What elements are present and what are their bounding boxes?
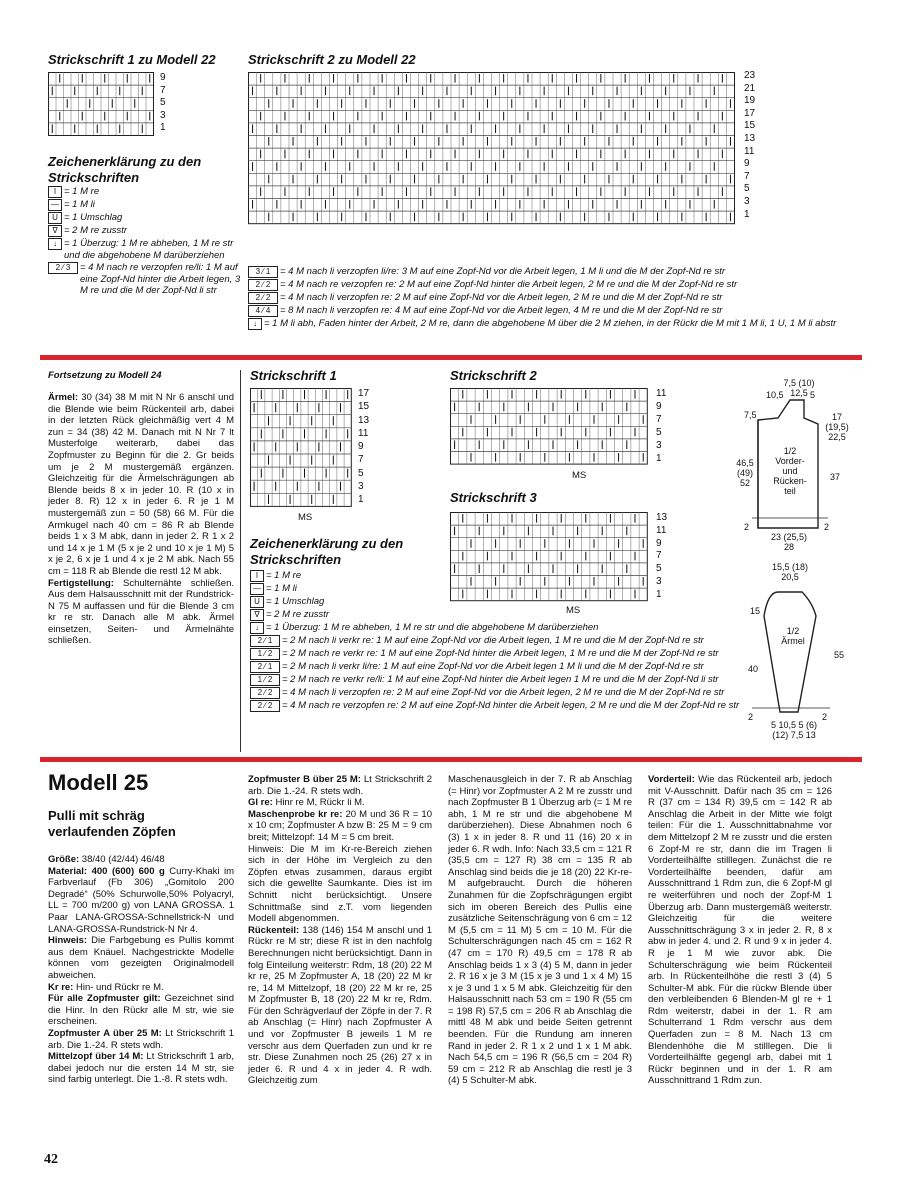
schem2-left2: 40 <box>748 664 759 674</box>
s2-title: Strickschrift 2 <box>450 368 537 383</box>
row-number: 5 <box>656 563 662 575</box>
legend-item <box>250 700 746 712</box>
stitch-symbol-icon: 2 ⁄ 2 <box>250 700 280 712</box>
row-number: 1 <box>656 453 662 464</box>
row-number: 1 <box>744 208 750 220</box>
stitch-symbol-icon: ↓ <box>248 318 262 330</box>
schem1-height: 46,5 (49) 52 <box>736 458 754 488</box>
legend-text: = 2 M re zusstr <box>64 225 128 236</box>
legend-text: = 1 Überzug: 1 M re abheben, 1 M re str und die abgehobene M darüberziehen <box>64 238 234 261</box>
paragraph-text: Maschenausgleich in der 7. R ab Anschlag (= Hinr) vor Zopfmuster A 2 M re zusstr und nach Zopfmuster B 1 Überzug arb (= 1 M re abh, 1 M re str und die abgehobene M darüberziehen). Diese Abnahmen noch 6 (3) 1 x in jeder 8. R und 11 (16) 20 x in jeder 6. R wdh. Info: Nach 33,5 cm = 121 R (35,5 cm = 127 R) 38 cm = 135 R ab Anschlag sind beids die je 18 (20) 22 Kr-re-M aufgebraucht. Durch die höheren Zunahmen für die Zopfschrägungen ergibt sich im oberen Bereich des Pullis eine zusätzliche Seitenschrägung von 6 cm = 12 M (5,5 cm = 11 M) 5 cm = 10 M. Für die Schulterschrägungen nach 45 cm = 162 R (47 cm = 170 R) 49,5 cm = 178 R ab Anschlag beids 1 x 3 (4) 5 M, dann in jeder 2. R 16 x je 3 M (15 x je 3 und 1 x 4 M) 15 x je 3 und 1 x 5 M abk. Gleichzeitig für den Halsausschnitt nach 53 cm = 190 R (55 cm = 198 R) 57,5 cm = 206 R ab Anschlag die mittl 48 M abk und beide Seiten getrennt beenden. Für die Rundung am inneren Rand in jeder 2. R 1 x 2 und 1 x 1 M abk. Nach 54,5 cm = 196 R (56,5 cm = 204 R) 59 cm = 212 R ab Anschlag die restl je 3 (4) 5 Schulter-M abk. <box>448 774 633 1087</box>
row-number: 3 <box>744 195 750 207</box>
row-number: 3 <box>358 481 364 493</box>
schem1-l1: 10,5 <box>766 390 784 400</box>
row-number: 3 <box>656 575 662 587</box>
schem1-right1: 17 (19,5) 22,5 <box>825 412 849 442</box>
paragraph-label: Gl re: <box>248 797 273 809</box>
page-number: 42 <box>44 1152 58 1167</box>
legend-item <box>48 186 244 198</box>
legend-item <box>248 292 848 304</box>
paragraph-text: 20 M und 36 R = 10 x 10 cm; Zopfmuster A bzw B: 25 M = 9 cm breit; Mittelzopf: 14 M = 5 cm breit. <box>248 808 432 843</box>
column-2 <box>248 774 432 1087</box>
paragraph <box>48 993 234 1028</box>
row-number: 5 <box>744 183 750 195</box>
paragraph-label: Vorderteil: <box>648 774 695 785</box>
stitch-symbol-icon: — <box>250 583 264 595</box>
row-number: 5 <box>656 427 662 438</box>
s1-row-numbers <box>358 387 369 507</box>
legend-text: = 1 M li abh, Faden hinter der Arbeit, 2 M re, dann die abgehobene M über die 2 M ziehen, in der Rückr die M mit 1 M li, 1 U, 1 M li abstr <box>264 318 837 329</box>
fertig-label: Fertigstellung: <box>48 577 114 589</box>
stitch-symbol-icon: ↓ <box>48 238 62 250</box>
legend-item <box>48 212 244 224</box>
schem2-left1: 15 <box>750 606 761 616</box>
schematic-sleeve <box>738 562 878 752</box>
s3-title: Strickschrift 3 <box>450 490 537 505</box>
stitch-symbol-icon: U <box>250 596 264 608</box>
legend-text: = 2 M nach re verkr re: 1 M auf eine Zopf-Nd hinter die Arbeit legen, 1 M re und die M der Zopf-Nd re str <box>282 648 719 659</box>
schem1-l2: 5 <box>810 390 816 400</box>
legend-top-right <box>248 266 848 331</box>
legend-text: = 4 M nach li verzopfen re: 2 M auf eine Zopf-Nd vor die Arbeit legen, 2 M re und die M der Zopf-Nd re str <box>280 292 723 303</box>
stitch-symbol-icon: 1 ⁄ 2 <box>250 674 280 686</box>
legend-text: = 4 M nach re verzopfen re: 2 M auf eine Zopf-Nd hinter die Arbeit legen, 2 M re und die M der Zopf-Nd re str <box>280 279 738 290</box>
stitch-symbol-icon: 2 ⁄ 2 <box>248 292 278 304</box>
schem1-b2r: 2 <box>824 522 830 532</box>
column-divider <box>240 370 241 752</box>
paragraph-text: Gezeichnet sind die Hinr. In den Rückr alle M str, wie sie erscheinen. <box>48 993 235 1028</box>
continuation-label: Fortsetzung zu Modell 24 <box>48 370 162 381</box>
row-number: 7 <box>358 454 364 466</box>
paragraph-label: Maschenprobe kr re: <box>248 808 343 820</box>
paragraph-label: Material: 400 (600) 600 g <box>48 865 165 877</box>
legend-item <box>250 622 746 634</box>
schem2-bottom: 5 10,5 5 (6) (12) 7,5 13 <box>770 720 818 740</box>
stitch-symbol-icon: 2 ⁄ 2 <box>250 687 280 699</box>
stitch-symbol-icon: 2 ⁄ 1 <box>250 661 280 673</box>
row-number: 3 <box>160 109 166 121</box>
s2-ms: MS <box>572 470 587 481</box>
continuation-text <box>48 392 234 647</box>
legend-item <box>250 661 746 673</box>
paragraph <box>248 809 432 844</box>
paragraph-text: Curry-Khaki im Farbverlauf (Fb 306) „Gomitolo 200 Degradé“ (50% Schurwolle,50% Polyacryl, LL = 700 m/200 g) von LANA GROSSA. 1 Paar LANA-GROSSA-Schnellstrick-N und LANA-GROSSA-Rundstrick-N Nr 4. <box>48 865 234 935</box>
paragraph-label: Für alle Zopfmuster gilt: <box>48 993 161 1005</box>
legend-text: = 4 M nach li verzopfen re: 2 M auf eine Zopf-Nd vor die Arbeit legen, 2 M re und die M der Zopf-Nd re str <box>282 687 725 698</box>
row-number: 9 <box>358 441 364 453</box>
legend-item <box>48 199 244 211</box>
s1-title: Strickschrift 1 <box>250 368 337 383</box>
row-number: 13 <box>656 512 668 523</box>
legend-item <box>248 305 848 317</box>
legend-text: = 1 M li <box>64 199 95 210</box>
paragraph <box>48 1051 234 1086</box>
paragraph-text: Lt Strickschrift 1 arb. Die 1.-24. R stets wdh. <box>48 1027 234 1051</box>
schematic-body <box>736 378 878 552</box>
paragraph-label: Zopfmuster B über 25 M: <box>248 774 361 785</box>
row-number: 19 <box>744 95 756 107</box>
legend-text: = 2 M re zusstr <box>266 609 330 620</box>
legend-text: = 4 M nach re verzopfen re: 2 M auf eine Zopf-Nd hinter die Arbeit legen, 2 M re und die M der Zopf-Nd re str <box>282 700 740 711</box>
legend-item <box>250 596 746 608</box>
legend-text: = 2 M nach li verkr li/re: 1 M auf eine Zopf-Nd vor die Arbeit legen 1 M li und die M der Zopf-Nd re str <box>282 661 704 672</box>
red-divider-top <box>40 355 862 360</box>
stitch-symbol-icon: 3 ⁄ 1 <box>248 266 278 278</box>
schem1-right2: 37 <box>830 472 841 482</box>
legend-item <box>250 635 746 647</box>
row-number: 17 <box>358 388 370 399</box>
stitch-symbol-icon: 4 ⁄ 4 <box>248 305 278 317</box>
legend-item <box>248 318 848 330</box>
column-1 <box>48 854 234 1086</box>
legend-item <box>48 225 244 237</box>
knitting-chart-s1 <box>250 388 354 508</box>
paragraph-label: Rückenteil: <box>248 924 300 936</box>
row-number: 5 <box>358 467 364 479</box>
s3-ms: MS <box>566 605 581 616</box>
row-number: 9 <box>656 401 662 412</box>
schem2-right: 55 <box>834 650 845 660</box>
row-number: 15 <box>744 120 756 132</box>
legend-item <box>250 674 746 686</box>
row-number: 1 <box>160 122 166 134</box>
row-number: 11 <box>656 524 667 536</box>
legend-title-top: Zeichenerklärung zu den Strickschriften <box>48 154 202 185</box>
paragraph-text: Lt Strickschrift 2 arb. Die 1.-24. R stets wdh. <box>248 774 432 797</box>
aermel-text: 30 (34) 38 M mit N Nr 6 anschl und die Blende wie beim Rückenteil arb, dabei in der letzten Rück gleichmäßig vert 4 M zun = 34 (38) 42 M. Danach mit N Nr 7 lt Musterfolge weiterarb, dabei das Zopfmuster zu Beginn für die 2. Gr beids um je 2 M mustergemäß ergänzen. Gleichzeitig für die Ärmelschrägungen ab Blende beids 8 x in jeder 10. R (10 x in jeder 8. R) 12 x in jeder 6. R je 1 M mustergemäß zun = 50 (58) 66 M. Für die Armkugel nach 40 cm = 86 R ab Blende beids 1 x 3 M abk, dann in jeder 2. R 1 x 2 und 14 x je 1 M (5 x je 2 und 10 x je 1 M) 5 x je 2, 6 x je 1 und 4 x je 2 M abk. Nach 55 cm = 118 R ab Blende die restl 12 M abk. <box>48 392 235 577</box>
legend-text: = 2 M nach li verkr re: 1 M auf eine Zopf-Nd vor die Arbeit legen, 1 M re und die M der Zopf-Nd re str <box>282 635 704 646</box>
knitting-chart-2 <box>248 72 740 228</box>
paragraph-text: Wie das Rückenteil arb, jedoch mit V-Ausschnitt. Dafür nach 35 cm = 126 R (37 cm = 134 R) 39,5 cm = 142 R ab Anschlag die Arbeit in der Mitte wie folgt teilen: Für die 1. Ausschnittabnahme vor dem Mittelzopf 2 M re zusstr und die ersten 6 Zopf-M re str, dann die im Tragen li Vorderteilhälfte stilllegen. Zunächst die re Vorderteilhälfte beenden, dafür am Ausschnittrand 1 Rdm zun, die 6 Zopf-M gl re weiterführen und noch der Zopf-M 1 Überzug arb. Dann mustergemäß weiterstr. Gleichzeitig für die weitere Ausschnittschrägung 3 x in jeder 2. R, 8 x abw in jeder 4. und 2. R und 9 x in jeder 4. R je 1 M wie zuvor abk. Die Schulterschrägung wie beim Rückenteil arb. In Rückenteilhöhe die restl 3 (4) 5 Schulter-M abk. Für die rückw Blende über den verbleibenden 6 Blenden-M gl re + 1 Rdm weiterstr, dabei in der 1. R am Schulterrand 1 Rdm verschr aus dem Querfaden zun = 8 M. Nach 13 cm Blendenhöhe die M stilllegen. Die li Vorderteilhälfte gegengl arb, dabei mit 1 Rückr beginnen und in der 1. R am Ausschnittrand 1 Rdm zun. <box>648 774 832 1087</box>
paragraph-text: Hinr re M, Rückr li M. <box>272 797 365 809</box>
schem2-b2r: 2 <box>822 712 828 722</box>
row-number: 13 <box>358 414 370 426</box>
paragraph <box>248 797 432 809</box>
row-number: 3 <box>656 440 662 451</box>
paragraph <box>248 774 432 797</box>
row-number: 7 <box>656 550 662 562</box>
schem1-bottom: 23 (25,5) 28 <box>770 532 808 552</box>
row-number: 7 <box>744 170 750 182</box>
legend-text: = 8 M nach li verzopfen re: 4 M auf eine Zopf-Nd vor die Arbeit legen, 4 M re und die M der Zopf-Nd re str <box>280 305 723 316</box>
row-number: 17 <box>744 107 756 119</box>
model-title: Modell 25 <box>48 770 149 795</box>
s1-ms: MS <box>298 512 313 523</box>
legend-text: = 1 Überzug: 1 M re abheben, 1 M re str und die abgehobene M darüberziehen <box>266 622 599 633</box>
paragraph <box>448 774 632 1087</box>
legend-text: = 4 M nach li verzopfen li/re: 3 M auf eine Zopf-Nd vor die Arbeit legen, 1 M li und die M der Zopf-Nd re str <box>280 266 726 277</box>
aermel-label: Ärmel: <box>48 392 79 403</box>
model-subtitle: Pulli mit schräg verlaufenden Zöpfen <box>48 808 176 839</box>
stitch-symbol-icon: 2 ⁄ 1 <box>250 635 280 647</box>
paragraph <box>48 1028 234 1051</box>
schem1-b2l: 2 <box>744 522 750 532</box>
row-number: 23 <box>744 70 756 81</box>
row-number: 21 <box>744 82 756 94</box>
paragraph-label: Hinweis: <box>48 935 88 947</box>
paragraph-text: Die Farbgebung es Pullis kommt aus dem Knäuel. Nachgestrickte Modelle können vom gezeigten Originalmodell abweichen. <box>48 935 234 981</box>
stitch-symbol-icon: U <box>48 212 62 224</box>
schem2-label: 1/2 Ärmel <box>781 626 805 646</box>
column-3 <box>448 774 632 1087</box>
schem1-label: 1/2 Vorder- und Rücken- teil <box>773 446 807 496</box>
row-number: 11 <box>744 145 755 157</box>
paragraph-label: Mittelzopf über 14 M: <box>48 1051 144 1063</box>
legend-title-mid: Zeichenerklärung zu den Strickschriften <box>250 536 404 567</box>
schem2-b2l: 2 <box>748 712 754 722</box>
paragraph <box>248 925 432 1087</box>
stitch-symbol-icon: I <box>250 570 264 582</box>
stitch-symbol-icon: 2 ⁄ 3 <box>48 262 78 274</box>
paragraph <box>648 774 832 1087</box>
paragraph-text: 38/40 (42/44) 46/48 <box>79 854 165 865</box>
stitch-symbol-icon: 2 ⁄ 2 <box>248 279 278 291</box>
knitting-chart-1 <box>48 72 158 138</box>
red-divider-bottom <box>40 757 862 762</box>
stitch-symbol-icon: ∇ <box>250 609 264 621</box>
row-number: 11 <box>656 388 667 399</box>
chart1-title: Strickschrift 1 zu Modell 22 <box>48 52 216 67</box>
chart1-row-numbers <box>160 72 166 135</box>
paragraph-text: Hinweis: Die M im Kr-re-Bereich ziehen sich in der Höhe im Vergleich zu den Zöpfen etwas zusammen, daraus ergibt sich die gewellte Saumkante. Dies ist im Schnitt nicht berücksichtigt. Unsere Schnittmaße sind z.T. vom liegenden Modell abgenommen. <box>248 843 432 925</box>
legend-item <box>48 238 244 261</box>
legend-text: = 1 M li <box>266 583 297 594</box>
legend-item <box>250 609 746 621</box>
legend-text: = 1 Umschlag <box>64 212 123 223</box>
chart2-row-numbers <box>744 70 755 221</box>
stitch-symbol-icon: ↓ <box>250 622 264 634</box>
column-4 <box>648 774 832 1087</box>
row-number: 13 <box>744 132 756 144</box>
legend-item <box>248 266 848 278</box>
legend-text: = 4 M nach re verzopfen re/li: 1 M auf eine Zopf-Nd hinter die Arbeit legen, 3 M re und die M der Zopf-Nd li str <box>80 262 241 297</box>
s2-row-numbers <box>656 387 666 465</box>
schem1-top: 7,5 (10) 12,5 <box>783 378 815 398</box>
row-number: 1 <box>656 588 662 600</box>
row-number: 5 <box>160 97 166 109</box>
legend-item <box>250 648 746 660</box>
legend-item <box>250 583 746 595</box>
paragraph <box>48 982 234 994</box>
paragraph-label: Größe: <box>48 854 80 865</box>
legend-item <box>48 262 244 297</box>
legend-text: = 1 Umschlag <box>266 596 325 607</box>
legend-top-left <box>48 186 244 298</box>
row-number: 15 <box>358 401 370 413</box>
legend-item <box>250 570 746 582</box>
paragraph <box>48 854 234 866</box>
row-number: 9 <box>160 72 166 83</box>
paragraph-label: Zopfmuster A über 25 M: <box>48 1027 162 1039</box>
chart2-title: Strickschrift 2 zu Modell 22 <box>248 52 416 67</box>
row-number: 9 <box>744 158 750 170</box>
legend-text: = 1 M re <box>266 570 302 581</box>
row-number: 11 <box>358 427 369 439</box>
legend-text: = 2 M nach re verkr re/li: 1 M auf eine Zopf-Nd hinter die Arbeit legen 1 M re und die M der Zopf-Nd li str <box>282 674 719 685</box>
paragraph-text: Hin- und Rückr re M. <box>73 981 164 993</box>
row-number: 7 <box>656 414 662 425</box>
row-number: 1 <box>358 494 364 506</box>
paragraph <box>48 866 234 936</box>
legend-middle <box>250 570 746 713</box>
legend-item <box>248 279 848 291</box>
fertig-text: Schulternähte schließen. Aus dem Halsausschnitt mit der Rundstrick-N 75 M auffassen und für die Blende 3 cm kr re str. Danach alle M abk. Ärmel einsetzen, Seiten- und Ärmelnähte schließen. <box>48 577 234 647</box>
paragraph-text: Lt Strickschrift 1 arb, dabei jedoch nur die ersten 14 M str, sie sind farbig unterlegt. Die 1.-8. R stets wdh. <box>48 1051 234 1086</box>
stitch-symbol-icon: I <box>48 186 62 198</box>
paragraph <box>248 844 432 925</box>
stitch-symbol-icon: ∇ <box>48 225 62 237</box>
stitch-symbol-icon: — <box>48 199 62 211</box>
row-number: 7 <box>160 84 166 96</box>
paragraph <box>48 935 234 981</box>
knitting-chart-s2 <box>450 388 650 466</box>
paragraph-label: Kr re: <box>48 981 74 993</box>
stitch-symbol-icon: 1 ⁄ 2 <box>250 648 280 660</box>
schem2-top: 15,5 (18) 20,5 <box>771 562 809 582</box>
schem1-left-edge: 7,5 <box>744 410 757 420</box>
paragraph-text: 138 (146) 154 M anschl und 1 Rückr re M str; diese R ist in den nachfolg Berechnungen nicht berücksichtigt. Dann in folg Einteilung weiterstr: Rdm, 18 (20) 22 M kr re, 25 M Zopfmuster A, 18 (20) 22 M kr re, 14 M Mittelzopf, 18 (20) 22 M kr re, 25 M Zopfmuster B, 18 (20) 22 M kr re, Rdm. Für den Schrägverlauf der Zöpfe in der 7. R ab Anschlag (= Hinr) nach Zopfmuster A und vor Zopfmuster B jeweils 1 M re verschr aus dem Querfaden zun und kr re str. Diese Zunahmen noch 25 (26) 27 x in jeder 6. R und 4 x in jeder 4. R wdh. Gleichzeitig zum <box>248 924 432 1087</box>
legend-text: = 1 M re <box>64 186 100 197</box>
legend-item <box>250 687 746 699</box>
row-number: 9 <box>656 537 662 549</box>
